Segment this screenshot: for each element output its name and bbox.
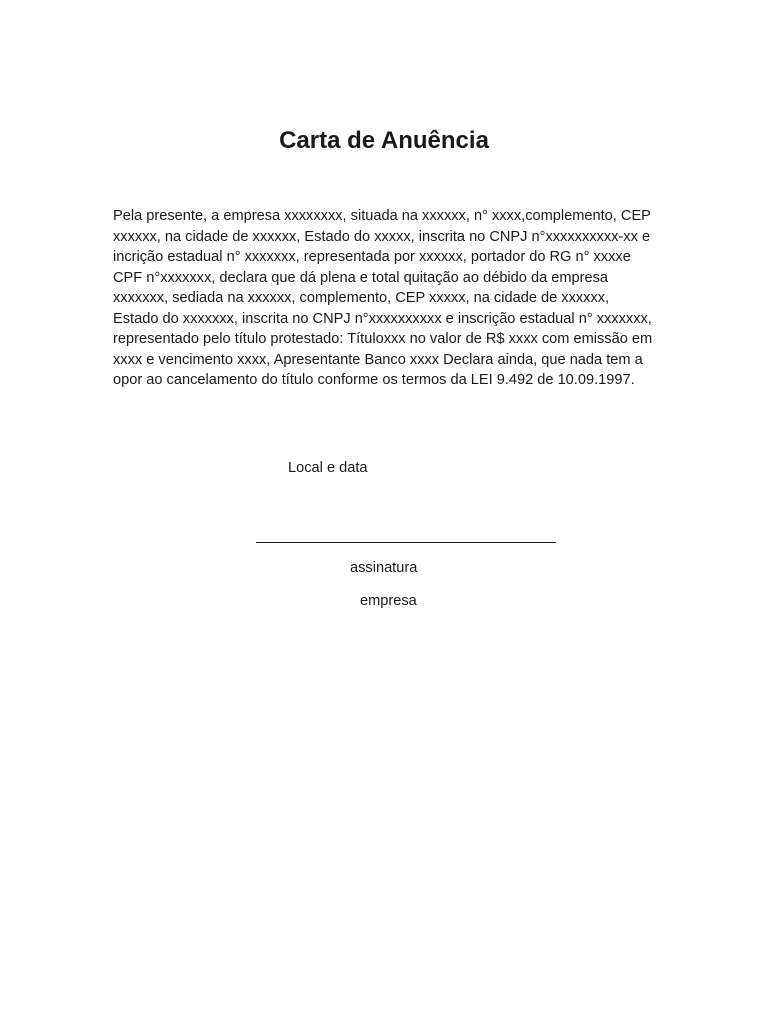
place-and-date: Local e data — [288, 460, 368, 476]
signature-label: assinatura — [350, 560, 418, 576]
company-label: empresa — [360, 593, 417, 609]
signature-line — [256, 530, 556, 543]
letter-body: Pela presente, a empresa xxxxxxxx, situada na xxxxxx, n° xxxx,complemento, CEP xxxxxx, na cidade de xxxxxx, Estado do xxxxx, inscrita no CNPJ n°xxxxxxxxxx-xx e incrição estadual n° xxxxxxx, representada por xxxxxx, portador do RG n° xxxxe CPF n°xxxxxxx, declara que dá plena e total quitação ao débido da empresa xxxxxxx, sediada na xxxxxx, complemento, CEP xxxxx, na cidade de xxxxxx, Estado do xxxxxxx, inscrita no CNPJ n°xxxxxxxxxx e inscrição estadual n° xxxxxxx, representado pelo título protestado: Títuloxxx no valor de R$ xxxx com emissão em xxxx e vencimento xxxx, Apresentante Banco xxxx Declara ainda, que nada tem a opor ao cancelamento do título conforme os termos da LEI 9.492 de 10.09.1997. — [113, 208, 653, 388]
page-title: Carta de Anuência — [279, 127, 489, 154]
